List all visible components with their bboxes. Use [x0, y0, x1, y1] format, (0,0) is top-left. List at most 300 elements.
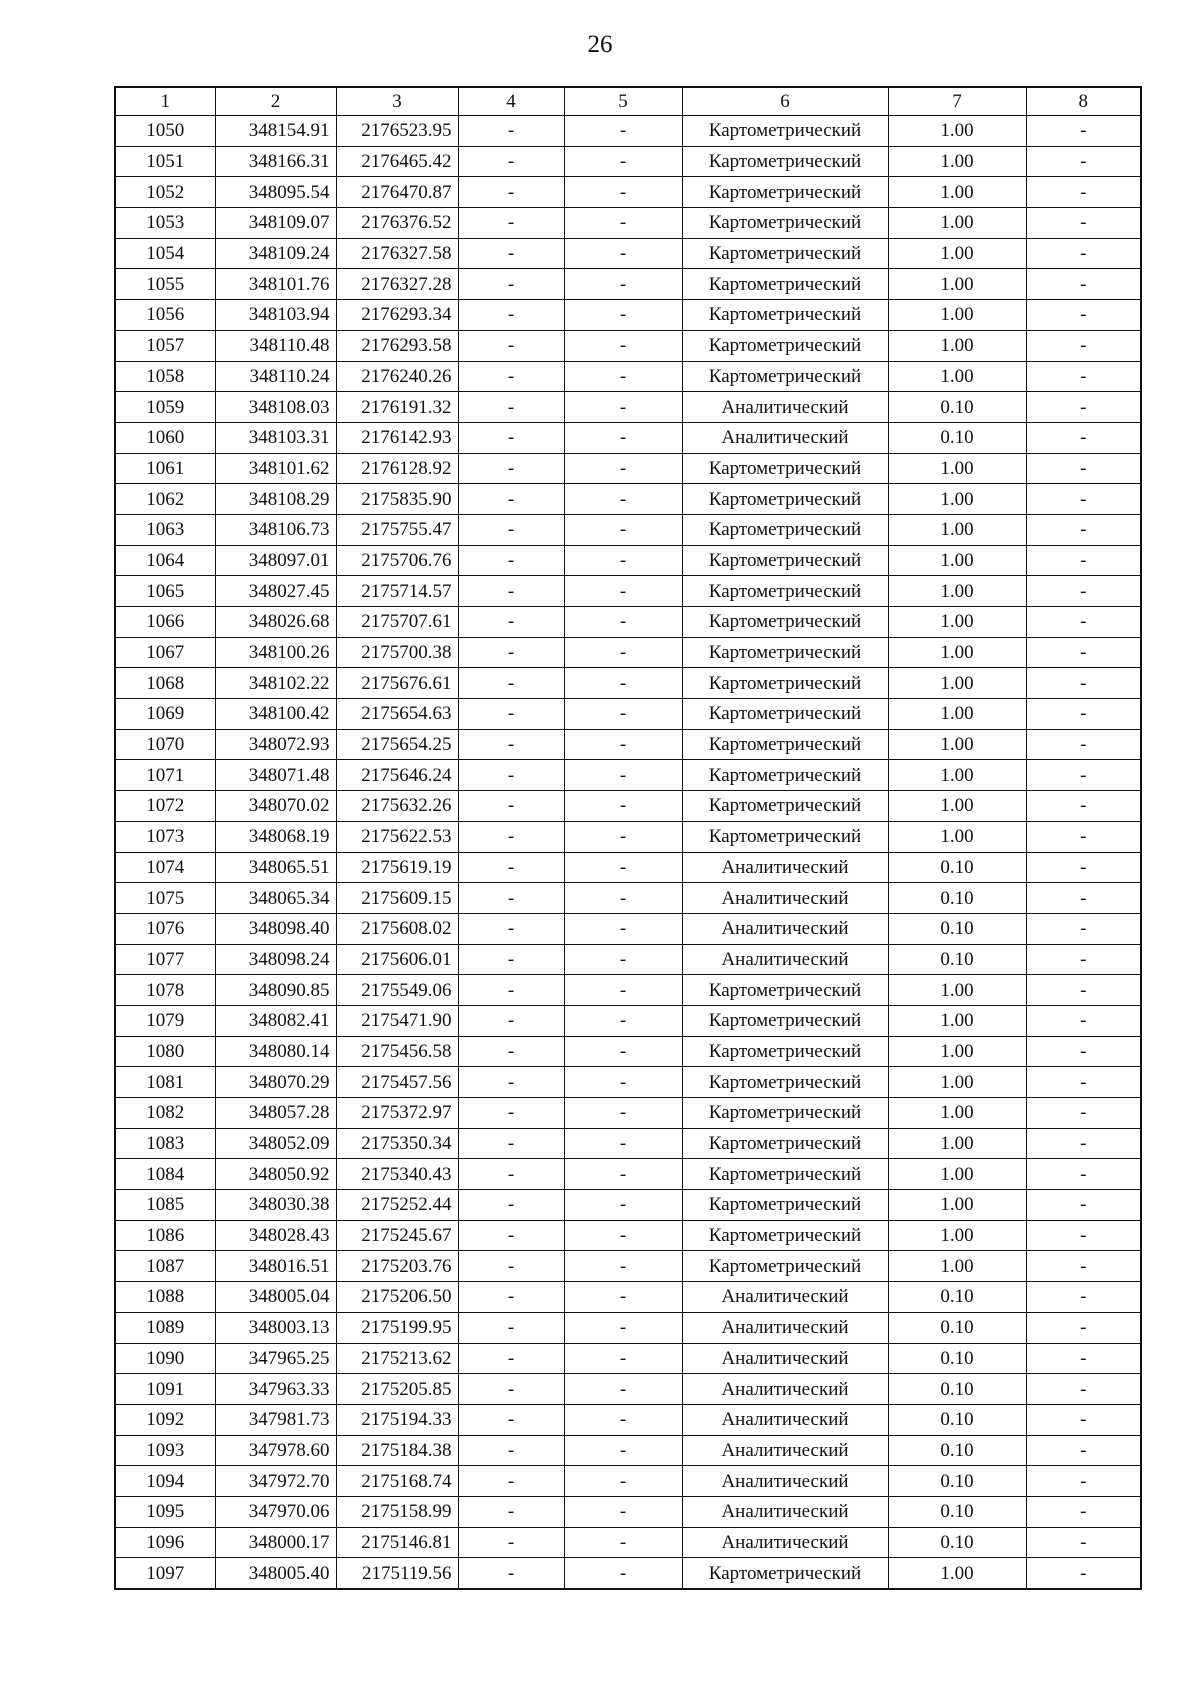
- coord-x-cell: 348080.14: [215, 1036, 336, 1067]
- col-8-cell: -: [1026, 760, 1141, 791]
- accuracy-cell: 1.00: [888, 1098, 1026, 1129]
- col-5-cell: -: [564, 883, 682, 914]
- col-8-cell: -: [1026, 1374, 1141, 1405]
- coord-y-cell: 2176293.34: [336, 300, 458, 331]
- coord-x-cell: 348110.24: [215, 361, 336, 392]
- point-number-cell: 1093: [115, 1435, 215, 1466]
- accuracy-cell: 1.00: [888, 269, 1026, 300]
- method-cell: Аналитический: [682, 913, 888, 944]
- col-8-cell: -: [1026, 1067, 1141, 1098]
- coord-y-cell: 2175700.38: [336, 637, 458, 668]
- coord-x-cell: 348110.48: [215, 330, 336, 361]
- column-header-1: 1: [115, 87, 215, 116]
- method-cell: Картометрический: [682, 1558, 888, 1589]
- col-5-cell: -: [564, 1005, 682, 1036]
- method-cell: Картометрический: [682, 1220, 888, 1251]
- coord-y-cell: 2175646.24: [336, 760, 458, 791]
- table-row: [115, 1128, 1141, 1159]
- table-row: [115, 913, 1141, 944]
- table-row: [115, 1005, 1141, 1036]
- accuracy-cell: 1.00: [888, 146, 1026, 177]
- coord-y-cell: 2176465.42: [336, 146, 458, 177]
- point-number-cell: 1051: [115, 146, 215, 177]
- table-row: [115, 1098, 1141, 1129]
- method-cell: Картометрический: [682, 453, 888, 484]
- col-8-cell: -: [1026, 392, 1141, 423]
- col-8-cell: -: [1026, 944, 1141, 975]
- coord-y-cell: 2176327.28: [336, 269, 458, 300]
- col-4-cell: -: [458, 1067, 564, 1098]
- method-cell: Картометрический: [682, 330, 888, 361]
- coord-y-cell: 2175835.90: [336, 484, 458, 515]
- coord-x-cell: 347970.06: [215, 1496, 336, 1527]
- table-row: [115, 269, 1141, 300]
- accuracy-cell: 1.00: [888, 453, 1026, 484]
- coord-x-cell: 348072.93: [215, 729, 336, 760]
- table-row: [115, 1036, 1141, 1067]
- table-row: [115, 607, 1141, 638]
- coord-y-cell: 2175706.76: [336, 545, 458, 576]
- col-4-cell: -: [458, 177, 564, 208]
- point-number-cell: 1095: [115, 1496, 215, 1527]
- col-4-cell: -: [458, 1036, 564, 1067]
- coord-y-cell: 2175119.56: [336, 1558, 458, 1589]
- col-8-cell: -: [1026, 607, 1141, 638]
- coord-y-cell: 2175457.56: [336, 1067, 458, 1098]
- col-8-cell: -: [1026, 1312, 1141, 1343]
- coord-x-cell: 348003.13: [215, 1312, 336, 1343]
- col-5-cell: -: [564, 422, 682, 453]
- coord-y-cell: 2175622.53: [336, 821, 458, 852]
- col-5-cell: -: [564, 330, 682, 361]
- method-cell: Картометрический: [682, 760, 888, 791]
- col-4-cell: -: [458, 1005, 564, 1036]
- method-cell: Аналитический: [682, 392, 888, 423]
- col-5-cell: -: [564, 116, 682, 147]
- col-4-cell: -: [458, 1251, 564, 1282]
- accuracy-cell: 0.10: [888, 1404, 1026, 1435]
- method-cell: Аналитический: [682, 1527, 888, 1558]
- col-5-cell: -: [564, 975, 682, 1006]
- col-5-cell: -: [564, 1159, 682, 1190]
- col-4-cell: -: [458, 1404, 564, 1435]
- table-row: [115, 300, 1141, 331]
- accuracy-cell: 1.00: [888, 116, 1026, 147]
- col-8-cell: -: [1026, 1220, 1141, 1251]
- coord-x-cell: 348098.40: [215, 913, 336, 944]
- coord-x-cell: 348166.31: [215, 146, 336, 177]
- method-cell: Картометрический: [682, 607, 888, 638]
- table-row: [115, 422, 1141, 453]
- col-5-cell: -: [564, 760, 682, 791]
- col-4-cell: -: [458, 1558, 564, 1589]
- col-8-cell: -: [1026, 975, 1141, 1006]
- table-row: [115, 1496, 1141, 1527]
- col-8-cell: -: [1026, 1282, 1141, 1313]
- col-5-cell: -: [564, 1282, 682, 1313]
- coord-x-cell: 348098.24: [215, 944, 336, 975]
- point-number-cell: 1052: [115, 177, 215, 208]
- table-row: [115, 1558, 1141, 1589]
- coord-y-cell: 2176142.93: [336, 422, 458, 453]
- coord-y-cell: 2175619.19: [336, 852, 458, 883]
- col-5-cell: -: [564, 1251, 682, 1282]
- table-row: [115, 484, 1141, 515]
- table-row: [115, 1527, 1141, 1558]
- table-row: [115, 361, 1141, 392]
- point-number-cell: 1074: [115, 852, 215, 883]
- col-8-cell: -: [1026, 883, 1141, 914]
- method-cell: Картометрический: [682, 1190, 888, 1221]
- coord-y-cell: 2175456.58: [336, 1036, 458, 1067]
- col-8-cell: -: [1026, 177, 1141, 208]
- col-4-cell: -: [458, 1128, 564, 1159]
- coord-x-cell: 348030.38: [215, 1190, 336, 1221]
- col-8-cell: -: [1026, 300, 1141, 331]
- coord-y-cell: 2176240.26: [336, 361, 458, 392]
- method-cell: Картометрический: [682, 269, 888, 300]
- col-8-cell: -: [1026, 1128, 1141, 1159]
- coord-y-cell: 2176376.52: [336, 208, 458, 239]
- col-8-cell: -: [1026, 1005, 1141, 1036]
- coord-y-cell: 2175245.67: [336, 1220, 458, 1251]
- coord-x-cell: 348000.17: [215, 1527, 336, 1558]
- coord-x-cell: 348082.41: [215, 1005, 336, 1036]
- accuracy-cell: 1.00: [888, 975, 1026, 1006]
- coord-x-cell: 348028.43: [215, 1220, 336, 1251]
- col-4-cell: -: [458, 883, 564, 914]
- table-row: [115, 1435, 1141, 1466]
- table-row: [115, 545, 1141, 576]
- coord-x-cell: 348102.22: [215, 668, 336, 699]
- accuracy-cell: 1.00: [888, 1190, 1026, 1221]
- col-4-cell: -: [458, 1159, 564, 1190]
- accuracy-cell: 0.10: [888, 852, 1026, 883]
- col-4-cell: -: [458, 1374, 564, 1405]
- coord-x-cell: 348095.54: [215, 177, 336, 208]
- coord-y-cell: 2176470.87: [336, 177, 458, 208]
- col-5-cell: -: [564, 1190, 682, 1221]
- point-number-cell: 1079: [115, 1005, 215, 1036]
- accuracy-cell: 1.00: [888, 1128, 1026, 1159]
- accuracy-cell: 1.00: [888, 514, 1026, 545]
- column-header-8: 8: [1026, 87, 1141, 116]
- table-row: [115, 330, 1141, 361]
- col-8-cell: -: [1026, 1404, 1141, 1435]
- point-number-cell: 1066: [115, 607, 215, 638]
- accuracy-cell: 0.10: [888, 1496, 1026, 1527]
- col-5-cell: -: [564, 1374, 682, 1405]
- col-4-cell: -: [458, 975, 564, 1006]
- col-5-cell: -: [564, 1098, 682, 1129]
- col-5-cell: -: [564, 1496, 682, 1527]
- coord-y-cell: 2176191.32: [336, 392, 458, 423]
- coord-y-cell: 2175707.61: [336, 607, 458, 638]
- coord-y-cell: 2175205.85: [336, 1374, 458, 1405]
- point-number-cell: 1081: [115, 1067, 215, 1098]
- accuracy-cell: 1.00: [888, 361, 1026, 392]
- col-4-cell: -: [458, 760, 564, 791]
- col-8-cell: -: [1026, 1435, 1141, 1466]
- col-4-cell: -: [458, 361, 564, 392]
- table-row: [115, 729, 1141, 760]
- accuracy-cell: 1.00: [888, 1005, 1026, 1036]
- accuracy-cell: 1.00: [888, 607, 1026, 638]
- col-4-cell: -: [458, 1098, 564, 1129]
- col-8-cell: -: [1026, 422, 1141, 453]
- accuracy-cell: 1.00: [888, 330, 1026, 361]
- col-5-cell: -: [564, 1220, 682, 1251]
- col-8-cell: -: [1026, 699, 1141, 730]
- coord-x-cell: 348103.94: [215, 300, 336, 331]
- coord-y-cell: 2175252.44: [336, 1190, 458, 1221]
- coord-y-cell: 2175609.15: [336, 883, 458, 914]
- method-cell: Картометрический: [682, 1159, 888, 1190]
- col-5-cell: -: [564, 269, 682, 300]
- accuracy-cell: 1.00: [888, 1067, 1026, 1098]
- table-row: [115, 576, 1141, 607]
- col-4-cell: -: [458, 1466, 564, 1497]
- col-4-cell: -: [458, 545, 564, 576]
- accuracy-cell: 1.00: [888, 821, 1026, 852]
- coord-x-cell: 348101.76: [215, 269, 336, 300]
- accuracy-cell: 0.10: [888, 392, 1026, 423]
- col-4-cell: -: [458, 269, 564, 300]
- coord-y-cell: 2175606.01: [336, 944, 458, 975]
- table-row: [115, 944, 1141, 975]
- coord-x-cell: 348065.51: [215, 852, 336, 883]
- point-number-cell: 1075: [115, 883, 215, 914]
- coord-x-cell: 348057.28: [215, 1098, 336, 1129]
- method-cell: Аналитический: [682, 944, 888, 975]
- table-row: [115, 238, 1141, 269]
- table-row: [115, 791, 1141, 822]
- point-number-cell: 1094: [115, 1466, 215, 1497]
- coord-x-cell: 348109.24: [215, 238, 336, 269]
- coord-y-cell: 2175549.06: [336, 975, 458, 1006]
- col-4-cell: -: [458, 699, 564, 730]
- col-5-cell: -: [564, 668, 682, 699]
- point-number-cell: 1087: [115, 1251, 215, 1282]
- table-row: [115, 975, 1141, 1006]
- col-8-cell: -: [1026, 668, 1141, 699]
- table-row: [115, 1343, 1141, 1374]
- point-number-cell: 1059: [115, 392, 215, 423]
- point-number-cell: 1071: [115, 760, 215, 791]
- col-4-cell: -: [458, 1312, 564, 1343]
- col-5-cell: -: [564, 392, 682, 423]
- method-cell: Аналитический: [682, 1374, 888, 1405]
- point-number-cell: 1063: [115, 514, 215, 545]
- coord-x-cell: 348106.73: [215, 514, 336, 545]
- coord-y-cell: 2175340.43: [336, 1159, 458, 1190]
- method-cell: Картометрический: [682, 300, 888, 331]
- method-cell: Картометрический: [682, 668, 888, 699]
- point-number-cell: 1086: [115, 1220, 215, 1251]
- coord-y-cell: 2175471.90: [336, 1005, 458, 1036]
- col-8-cell: -: [1026, 269, 1141, 300]
- col-4-cell: -: [458, 1282, 564, 1313]
- method-cell: Аналитический: [682, 1282, 888, 1313]
- col-5-cell: -: [564, 208, 682, 239]
- coord-x-cell: 348050.92: [215, 1159, 336, 1190]
- col-5-cell: -: [564, 1312, 682, 1343]
- point-number-cell: 1060: [115, 422, 215, 453]
- col-5-cell: -: [564, 146, 682, 177]
- coord-x-cell: 347965.25: [215, 1343, 336, 1374]
- coord-y-cell: 2175213.62: [336, 1343, 458, 1374]
- coord-x-cell: 348005.40: [215, 1558, 336, 1589]
- coord-x-cell: 347972.70: [215, 1466, 336, 1497]
- accuracy-cell: 1.00: [888, 699, 1026, 730]
- point-number-cell: 1091: [115, 1374, 215, 1405]
- accuracy-cell: 1.00: [888, 1036, 1026, 1067]
- col-4-cell: -: [458, 1527, 564, 1558]
- method-cell: Картометрический: [682, 1098, 888, 1129]
- coord-y-cell: 2176293.58: [336, 330, 458, 361]
- col-5-cell: -: [564, 913, 682, 944]
- coord-y-cell: 2175350.34: [336, 1128, 458, 1159]
- coord-y-cell: 2176128.92: [336, 453, 458, 484]
- col-8-cell: -: [1026, 1190, 1141, 1221]
- coord-y-cell: 2175654.25: [336, 729, 458, 760]
- col-8-cell: -: [1026, 1527, 1141, 1558]
- col-4-cell: -: [458, 668, 564, 699]
- col-4-cell: -: [458, 484, 564, 515]
- coord-y-cell: 2175146.81: [336, 1527, 458, 1558]
- col-5-cell: -: [564, 944, 682, 975]
- table-row: [115, 1282, 1141, 1313]
- col-8-cell: -: [1026, 146, 1141, 177]
- coord-y-cell: 2175676.61: [336, 668, 458, 699]
- coord-x-cell: 348109.07: [215, 208, 336, 239]
- point-number-cell: 1072: [115, 791, 215, 822]
- method-cell: Картометрический: [682, 1251, 888, 1282]
- point-number-cell: 1077: [115, 944, 215, 975]
- point-number-cell: 1070: [115, 729, 215, 760]
- coord-y-cell: 2175654.63: [336, 699, 458, 730]
- table-row: [115, 116, 1141, 147]
- method-cell: Картометрический: [682, 576, 888, 607]
- coord-x-cell: 348065.34: [215, 883, 336, 914]
- col-5-cell: -: [564, 238, 682, 269]
- coord-x-cell: 348108.03: [215, 392, 336, 423]
- point-number-cell: 1090: [115, 1343, 215, 1374]
- point-number-cell: 1080: [115, 1036, 215, 1067]
- accuracy-cell: 0.10: [888, 1466, 1026, 1497]
- accuracy-cell: 1.00: [888, 729, 1026, 760]
- coord-y-cell: 2176327.58: [336, 238, 458, 269]
- method-cell: Картометрический: [682, 1067, 888, 1098]
- col-8-cell: -: [1026, 729, 1141, 760]
- accuracy-cell: 0.10: [888, 1343, 1026, 1374]
- method-cell: Картометрический: [682, 1036, 888, 1067]
- table-row: [115, 1466, 1141, 1497]
- table-row: [115, 821, 1141, 852]
- method-cell: Аналитический: [682, 1343, 888, 1374]
- col-5-cell: -: [564, 1435, 682, 1466]
- method-cell: Картометрический: [682, 208, 888, 239]
- col-4-cell: -: [458, 330, 564, 361]
- table-row: [115, 883, 1141, 914]
- col-8-cell: -: [1026, 791, 1141, 822]
- col-4-cell: -: [458, 146, 564, 177]
- col-8-cell: -: [1026, 1251, 1141, 1282]
- coord-y-cell: 2175158.99: [336, 1496, 458, 1527]
- accuracy-cell: 0.10: [888, 1435, 1026, 1466]
- table-header-row: [115, 87, 1141, 116]
- table-row: [115, 453, 1141, 484]
- method-cell: Картометрический: [682, 514, 888, 545]
- method-cell: Аналитический: [682, 1312, 888, 1343]
- accuracy-cell: 1.00: [888, 300, 1026, 331]
- table-row: [115, 852, 1141, 883]
- method-cell: Аналитический: [682, 1404, 888, 1435]
- method-cell: Картометрический: [682, 238, 888, 269]
- col-8-cell: -: [1026, 852, 1141, 883]
- coord-x-cell: 348005.04: [215, 1282, 336, 1313]
- table-row: [115, 177, 1141, 208]
- coord-y-cell: 2175206.50: [336, 1282, 458, 1313]
- coord-x-cell: 347963.33: [215, 1374, 336, 1405]
- accuracy-cell: 0.10: [888, 1527, 1026, 1558]
- col-5-cell: -: [564, 791, 682, 822]
- point-number-cell: 1088: [115, 1282, 215, 1313]
- col-8-cell: -: [1026, 484, 1141, 515]
- col-4-cell: -: [458, 607, 564, 638]
- col-4-cell: -: [458, 791, 564, 822]
- accuracy-cell: 1.00: [888, 668, 1026, 699]
- table-row: [115, 1404, 1141, 1435]
- coord-y-cell: 2175755.47: [336, 514, 458, 545]
- coord-x-cell: 348100.26: [215, 637, 336, 668]
- col-5-cell: -: [564, 300, 682, 331]
- col-5-cell: -: [564, 1558, 682, 1589]
- table-row: [115, 637, 1141, 668]
- col-8-cell: -: [1026, 1466, 1141, 1497]
- col-4-cell: -: [458, 944, 564, 975]
- coord-y-cell: 2176523.95: [336, 116, 458, 147]
- col-8-cell: -: [1026, 637, 1141, 668]
- accuracy-cell: 1.00: [888, 1558, 1026, 1589]
- col-4-cell: -: [458, 116, 564, 147]
- method-cell: Картометрический: [682, 116, 888, 147]
- col-8-cell: -: [1026, 1036, 1141, 1067]
- col-8-cell: -: [1026, 1558, 1141, 1589]
- table-row: [115, 208, 1141, 239]
- point-number-cell: 1050: [115, 116, 215, 147]
- accuracy-cell: 1.00: [888, 208, 1026, 239]
- table-row: [115, 1190, 1141, 1221]
- accuracy-cell: 0.10: [888, 1282, 1026, 1313]
- table-row: [115, 392, 1141, 423]
- col-4-cell: -: [458, 300, 564, 331]
- coord-x-cell: 348068.19: [215, 821, 336, 852]
- col-4-cell: -: [458, 453, 564, 484]
- accuracy-cell: 1.00: [888, 177, 1026, 208]
- method-cell: Аналитический: [682, 883, 888, 914]
- point-number-cell: 1058: [115, 361, 215, 392]
- method-cell: Картометрический: [682, 729, 888, 760]
- column-header-5: 5: [564, 87, 682, 116]
- col-8-cell: -: [1026, 361, 1141, 392]
- col-4-cell: -: [458, 1496, 564, 1527]
- accuracy-cell: 1.00: [888, 637, 1026, 668]
- coord-y-cell: 2175199.95: [336, 1312, 458, 1343]
- table-body: [115, 116, 1141, 1590]
- coord-y-cell: 2175608.02: [336, 913, 458, 944]
- coord-x-cell: 348027.45: [215, 576, 336, 607]
